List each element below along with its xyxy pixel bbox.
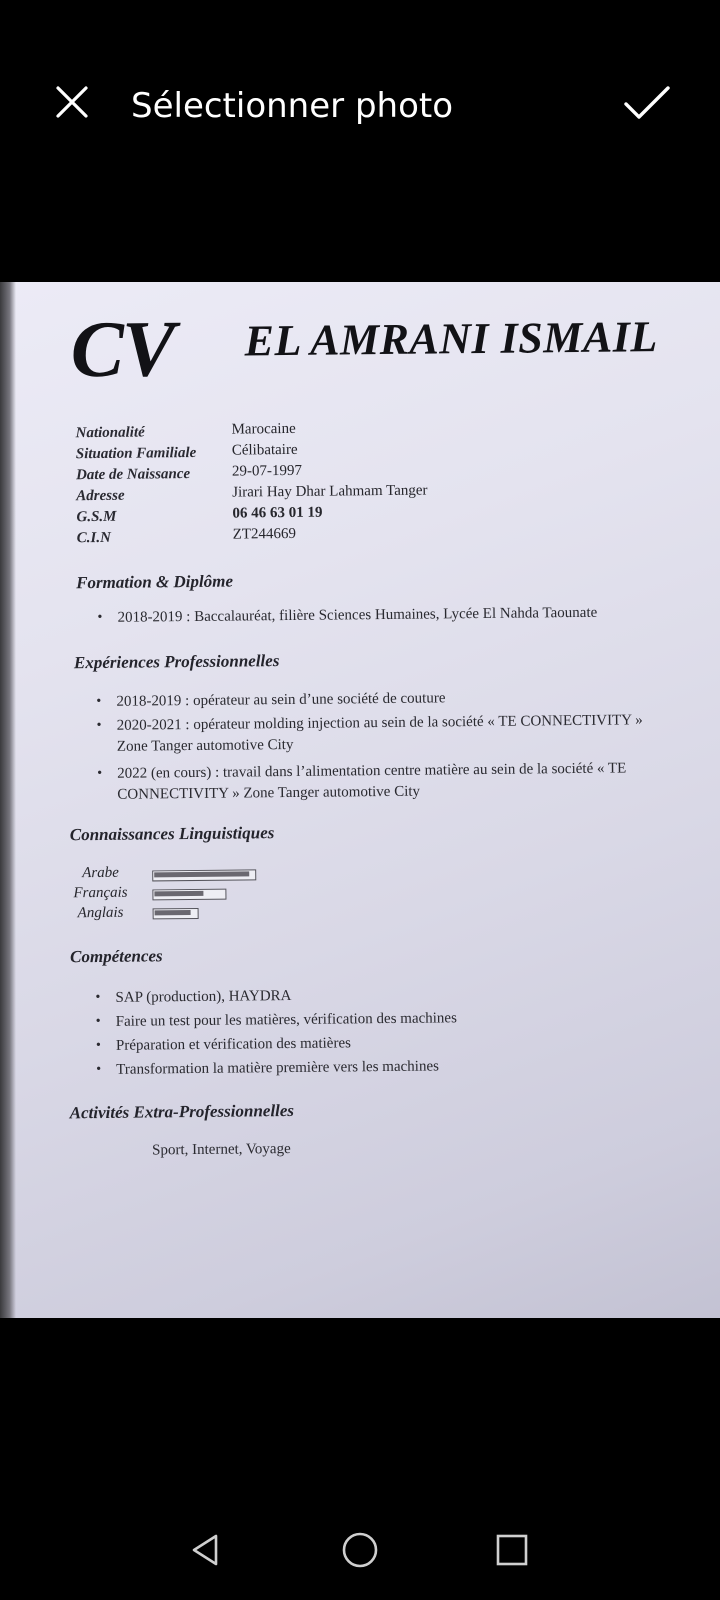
- experience-item-2: • 2020-2021 : opérateur molding injection au sein de la société « TE CONNECTIVITY »: [117, 709, 643, 737]
- info-label-family: Situation Familiale: [75, 444, 197, 463]
- close-icon: [55, 85, 89, 119]
- check-icon: [623, 85, 671, 121]
- section-title-competences: Compétences: [69, 946, 163, 967]
- formation-item: • 2018-2019 : Baccalauréat, filière Sciences Humaines, Lycée El Nahda Taounate: [117, 602, 597, 629]
- nav-back-button[interactable]: [176, 1520, 236, 1580]
- experience-item-1: • 2018-2019 : opérateur au sein d’une société de couture: [116, 687, 445, 712]
- cv-heading: CV: [70, 305, 174, 395]
- candidate-name: EL AMRANI ISMAIL: [244, 312, 658, 366]
- section-title-languages: Connaissances Linguistiques: [69, 823, 275, 845]
- extra-activities: Sport, Internet, Voyage: [152, 1141, 291, 1159]
- confirm-button[interactable]: [620, 78, 674, 128]
- competence-item: • Transformation la matière première vers les machines: [116, 1055, 439, 1080]
- info-value-birthdate: 29-07-1997: [231, 462, 303, 480]
- language-label-francais: Français: [73, 884, 128, 902]
- competence-item: • Préparation et vérification des matières: [116, 1032, 351, 1056]
- info-label-cin: C.I.N: [76, 529, 111, 547]
- language-level-bar: [152, 869, 256, 881]
- info-value-nationality: Marocaine: [231, 420, 296, 438]
- section-title-experiences: Expériences Professionnelles: [73, 651, 280, 673]
- recents-square-icon: [492, 1530, 532, 1570]
- experience-item-3-cont: CONNECTIVITY » Zone Tanger automotive City: [117, 783, 421, 803]
- experience-item-2-cont: Zone Tanger automotive City: [116, 736, 294, 755]
- language-label-arabe: Arabe: [82, 864, 119, 882]
- close-button[interactable]: [50, 80, 94, 124]
- info-value-family: Célibataire: [231, 441, 298, 459]
- section-title-extra: Activités Extra-Professionnelles: [69, 1100, 295, 1123]
- nav-home-button[interactable]: [330, 1520, 390, 1580]
- language-level-fill: [154, 871, 249, 877]
- language-level-fill: [154, 891, 203, 897]
- info-value-cin: ZT244669: [232, 525, 297, 543]
- competence-item: • Faire un test pour les matières, vérification des machines: [116, 1007, 457, 1033]
- info-value-address: Jirari Hay Dhar Lahmam Tanger: [232, 482, 428, 501]
- info-label-birthdate: Date de Naissance: [75, 466, 191, 484]
- language-level-bar: [152, 889, 226, 901]
- info-label-address: Adresse: [76, 487, 125, 505]
- back-triangle-icon: [186, 1530, 226, 1570]
- top-bar: [0, 0, 720, 200]
- cv-page: [0, 282, 720, 1318]
- language-level-bar: [153, 908, 199, 919]
- section-title-formation: Formation & Diplôme: [76, 571, 234, 593]
- nav-recents-button[interactable]: [482, 1520, 542, 1580]
- info-label-gsm: G.S.M: [76, 508, 117, 526]
- language-label-anglais: Anglais: [77, 904, 124, 922]
- competence-item: • SAP (production), HAYDRA: [115, 985, 291, 1009]
- language-level-fill: [155, 910, 191, 915]
- home-circle-icon: [340, 1530, 380, 1570]
- navigation-bar: [0, 1500, 720, 1600]
- info-value-gsm: 06 46 63 01 19: [232, 504, 323, 522]
- experience-item-3: • 2022 (en cours) : travail dans l’alimentation centre matière au sein de la société « TE: [117, 757, 626, 784]
- screen-title: Sélectionner photo: [131, 86, 454, 126]
- document-photo: [0, 282, 720, 1318]
- info-label-nationality: Nationalité: [75, 424, 145, 442]
